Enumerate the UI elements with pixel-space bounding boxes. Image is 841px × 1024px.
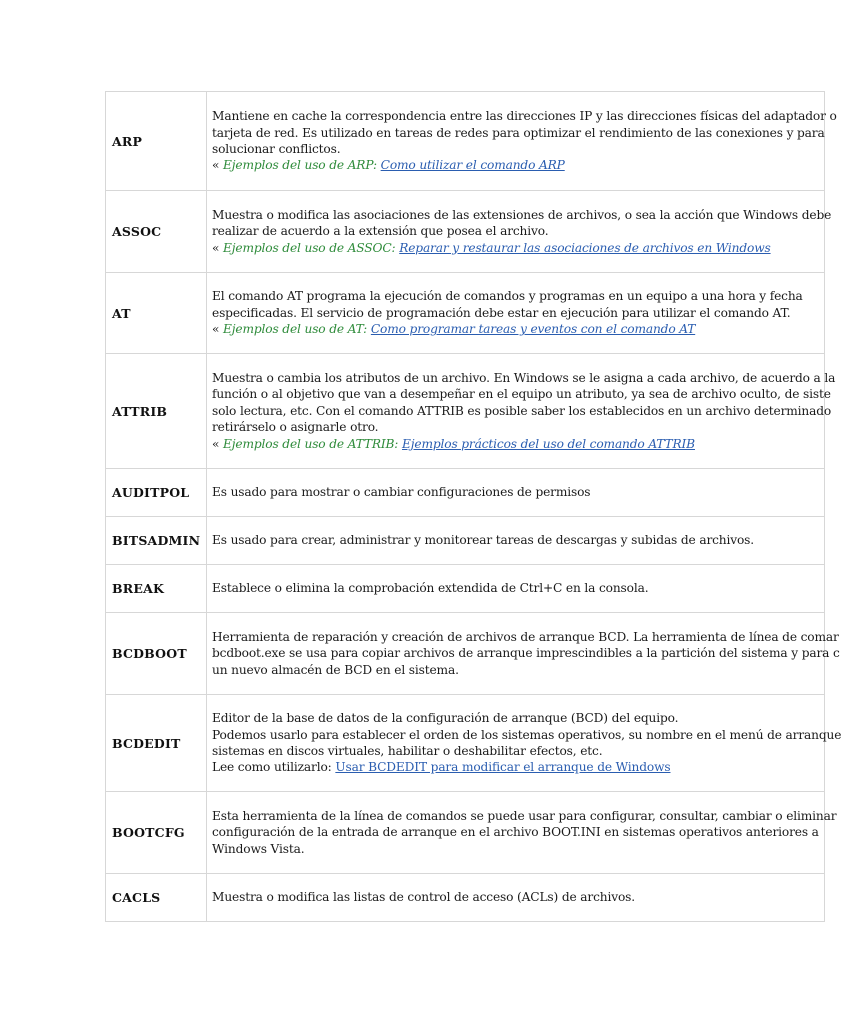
description-line: Muestra o modifica las asociaciones de las extensiones de archivos, o sea la acción que Windows debe xyxy=(212,207,832,222)
description-line: retirárselo o asignarle otro. xyxy=(212,420,379,435)
table-row xyxy=(106,517,825,565)
description-line: bcdboot.exe se usa para copiar archivos de arranque imprescindibles a la partición del sistema y para c xyxy=(212,646,840,661)
description-line: Es usado para crear, administrar y monitorear tareas de descargas y subidas de archivos. xyxy=(212,533,754,548)
description-line: Muestra o modifica las listas de control de acceso (ACLs) de archivos. xyxy=(212,890,635,905)
command-name: ASSOC xyxy=(106,191,207,273)
command-name: BOOTCFG xyxy=(106,792,207,874)
command-description xyxy=(207,273,825,354)
description-line: Editor de la base de datos de la configuración de arranque (BCD) del equipo. xyxy=(212,711,679,726)
description-line: sistemas en discos virtuales, habilitar o deshabilitar efectos, etc. xyxy=(212,744,603,758)
description-line: Windows Vista. xyxy=(212,841,305,856)
example-prefix: Ejemplos del uso de ATTRIB: xyxy=(223,436,399,451)
command-name: BCDEDIT xyxy=(106,695,207,792)
command-name: ARP xyxy=(106,92,207,191)
command-description xyxy=(207,469,825,517)
example-prefix: Ejemplos del uso de ARP: xyxy=(223,158,377,173)
table-row xyxy=(106,92,825,191)
command-name: AT xyxy=(106,273,207,354)
description-line: Herramienta de reparación y creación de archivos de arranque BCD. La herramienta de línea de comar xyxy=(212,629,839,644)
table-row xyxy=(106,613,825,695)
command-name: BITSADMIN xyxy=(106,517,207,565)
table-row xyxy=(106,565,825,613)
description-line: Esta herramienta de la línea de comandos se puede usar para configurar, consultar, cambiar o eliminar xyxy=(212,808,837,823)
quote-mark: « xyxy=(212,240,220,255)
commands-table xyxy=(105,91,841,922)
read-line xyxy=(212,759,824,775)
table-row xyxy=(106,792,825,874)
description-line: Es usado para mostrar o cambiar configuraciones de permisos xyxy=(212,485,591,500)
description-line: Podemos usarlo para establecer el orden de los sistemas operativos, su nombre en el menú de arranque xyxy=(212,727,841,742)
example-link[interactable]: Reparar y restaurar las asociaciones de archivos en Windows xyxy=(399,240,771,255)
read-prefix: Lee como utilizarlo: xyxy=(212,760,332,775)
command-name: AUDITPOL xyxy=(106,469,207,517)
command-name: BREAK xyxy=(106,565,207,613)
command-description xyxy=(207,874,825,922)
command-description xyxy=(207,92,837,191)
example-line xyxy=(212,321,824,337)
description-line: Muestra o cambia los atributos de un archivo. En Windows se le asigna a cada archivo, de acuerdo a la xyxy=(212,370,836,385)
table-row xyxy=(106,469,825,517)
description-line: Establece o elimina la comprobación extendida de Ctrl+C en la consola. xyxy=(212,581,649,596)
quote-mark: « xyxy=(212,158,220,173)
description-line: un nuevo almacén de BCD en el sistema. xyxy=(212,662,459,677)
table-row xyxy=(106,874,825,922)
description-line: función o al objetivo que van a desempeñar en el equipo un atributo, ya sea de archivo oculto, de siste xyxy=(212,387,831,402)
example-line xyxy=(212,240,824,256)
command-description xyxy=(207,354,836,469)
example-prefix: Ejemplos del uso de AT: xyxy=(223,322,368,337)
example-line xyxy=(212,436,824,452)
example-line xyxy=(212,157,824,173)
table-row xyxy=(106,191,825,273)
command-description xyxy=(207,695,841,792)
command-description xyxy=(207,792,837,874)
description-line: especificadas. El servicio de programación debe estar en ejecución para utilizar el comando AT. xyxy=(212,305,791,320)
command-name: CACLS xyxy=(106,874,207,922)
table-row xyxy=(106,354,825,469)
example-prefix: Ejemplos del uso de ASSOC: xyxy=(223,240,396,255)
table-row xyxy=(106,273,825,354)
read-link[interactable]: Usar BCDEDIT para modificar el arranque de Windows xyxy=(335,760,671,775)
example-link[interactable]: Como programar tareas y eventos con el comando AT xyxy=(370,322,696,337)
example-link[interactable]: Como utilizar el comando ARP xyxy=(380,158,565,173)
table-row xyxy=(106,695,825,792)
description-line: configuración de la entrada de arranque en el archivo BOOT.INI en sistemas operativos anteriores a xyxy=(212,825,819,840)
description-line: tarjeta de red. Es utilizado en tareas de redes para optimizar el rendimiento de las conexiones y para xyxy=(212,125,825,140)
command-description xyxy=(207,565,825,613)
command-name: BCDBOOT xyxy=(106,613,207,695)
command-description xyxy=(207,613,840,695)
example-link[interactable]: Ejemplos prácticos del uso del comando ATTRIB xyxy=(402,436,695,451)
quote-mark: « xyxy=(212,436,220,451)
command-description xyxy=(207,517,825,565)
description-line: solo lectura, etc. Con el comando ATTRIB es posible saber los establecidos en un archivo determinado xyxy=(212,403,832,418)
quote-mark: « xyxy=(212,322,220,337)
command-name: ATTRIB xyxy=(106,354,207,469)
description-line: Mantiene en cache la correspondencia entre las direcciones IP y las direcciones físicas del adaptador o xyxy=(212,109,837,124)
command-description xyxy=(207,191,832,273)
description-line: solucionar conflictos. xyxy=(212,142,341,156)
description-line: El comando AT programa la ejecución de comandos y programas en un equipo a una hora y fecha xyxy=(212,289,803,304)
description-line: realizar de acuerdo a la extensión que posea el archivo. xyxy=(212,224,549,239)
